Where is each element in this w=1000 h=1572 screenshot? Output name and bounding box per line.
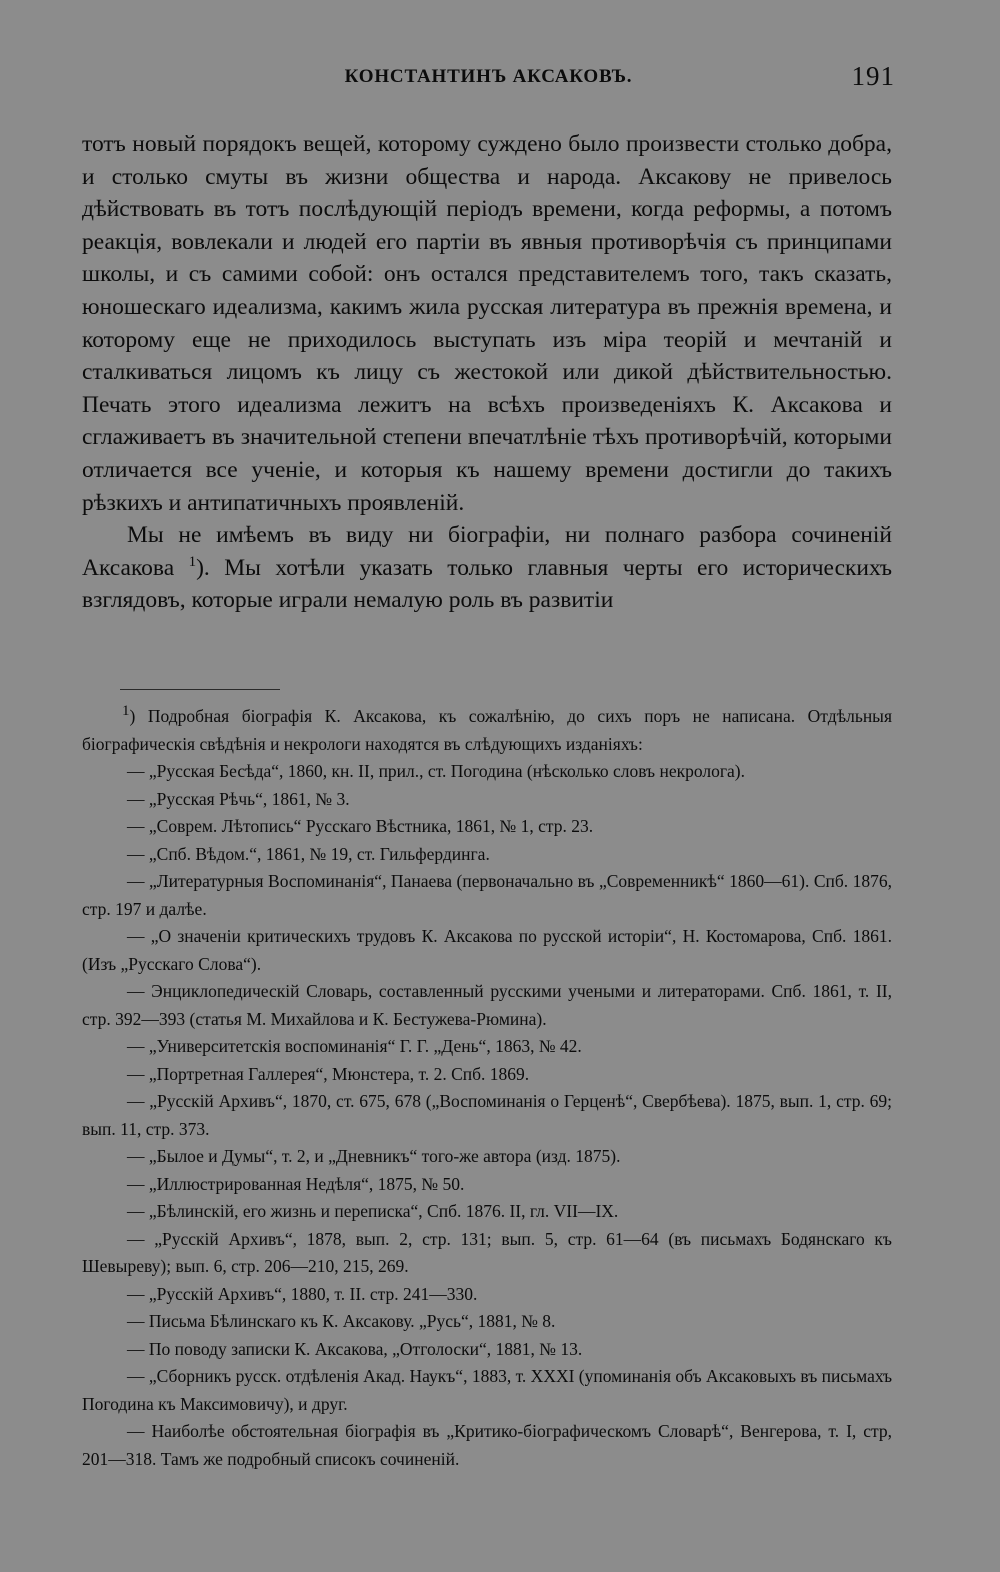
footnote-entry: — „Литературныя Воспоминанія“, Панаева (первоначально въ „Современникѣ“ 1860—61). Спб. 1876, стр. 197 и далѣе. (82, 871, 892, 919)
paragraph-2-text-end: ). Мы хотѣли указать только главныя черты его историческихъ взглядовъ, которые играли немалую роль въ развитіи (82, 554, 892, 614)
footnote-entry: — „О значеніи критическихъ трудовъ К. Аксакова по русской исторіи“, Н. Костомарова, Спб. 1861. (Изъ „Русскаго Слова“). (82, 926, 892, 974)
footnote-separator (120, 689, 280, 690)
footnote-entry: — „Бѣлинскій, его жизнь и переписка“, Спб. 1876. II, гл. VII—IX. (127, 1201, 619, 1221)
footnote-entry: — „Русскій Архивъ“, 1870, ст. 675, 678 („Воспоминанія о Герценѣ“, Свербѣева). 1875, вып. 1, стр. 69; вып. 11, стр. 373. (82, 1091, 892, 1139)
running-title: КОНСТАНТИНЪ АКСАКОВЪ. (344, 66, 633, 87)
footnote-entry: — „Иллюстрированная Недѣля“, 1875, № 50. (127, 1173, 465, 1194)
footnote-entry: — „Соврем. Лѣтопись“ Русскаго Вѣстника, 1861, № 1, стр. 23. (127, 816, 594, 836)
paragraph-1: тотъ новый порядокъ вещей, которому суждено было произвести столько добра, и столько смуты въ жизни общества и народа. Аксакову не привелось дѣйствовать въ тотъ послѣдующій періодъ времени, когда реформы, а потомъ реакція, вовлекали и людей его партіи въ явныя противорѣчія съ принципами школы, и съ самими собой: онъ остался представителемъ того, такъ сказать, юношескаго идеализма, какимъ жила русская литература въ прежнія времена, и которому еще не приходилось выступать изъ міра теорій и мечтаній и сталкиваться лицомъ къ лицу съ жестокой или дикой дѣйствительностью. Печать этого идеализма лежитъ на всѣхъ произведеніяхъ К. Аксакова и сглаживаетъ въ значительной степени впечатлѣніе тѣхъ противорѣчій, которыми отличается все ученіе, и которыя къ нашему времени достигли до такихъ рѣзкихъ и антипатичныхъ проявленій. (82, 131, 892, 516)
paragraph-2-text-start: Мы не имѣемъ въ виду ни біографіи, ни полнаго разбора сочиненій Аксакова (82, 522, 892, 581)
footnote-entry: — „Спб. Вѣдом.“, 1861, № 19, ст. Гильфердинга. (127, 843, 490, 864)
footnote-entry: — „Русскій Архивъ“, 1880, т. II. стр. 241—330. (127, 1283, 478, 1304)
footnote-lead (82, 703, 892, 758)
footnote-lead-text: ) Подробная біографія К. Аксакова, къ сожалѣнію, до сихъ поръ не написана. Отдѣльныя біографическія свѣдѣнія и некрологи находятся въ слѣдующихъ изданіяхъ: (82, 706, 892, 754)
page-number: 191 (851, 61, 895, 91)
footnote-entry: — По поводу записки К. Аксакова, „Отголоски“, 1881, № 13. (127, 1338, 583, 1359)
paragraph-2 (82, 519, 892, 617)
footnote-entry: — „Русская Рѣчь“, 1861, № 3. (127, 788, 350, 809)
main-text (82, 128, 892, 617)
footnote-marker: 1 (122, 703, 130, 720)
footnote-entry: — Письма Бѣлинскаго къ К. Аксакову. „Русь“, 1881, № 8. (127, 1311, 556, 1331)
footnote-entry: — „Сборникъ русск. отдѣленія Акад. Наукъ“, 1883, т. XXXI (упоминанія объ Аксаковыхъ въ письмахъ Погодина къ Максимовичу), и друг. (82, 1366, 892, 1414)
footnote-entry: — Наиболѣе обстоятельная біографія въ „Критико-біографическомъ Словарѣ“, Венгерова, т. I, стр, 201—318. Тамъ же подробный списокъ сочиненій. (82, 1421, 892, 1469)
footnotes (82, 703, 892, 1473)
footnote-entry: — „Портретная Галлерея“, Мюнстера, т. 2. Спб. 1869. (127, 1063, 530, 1084)
footnote-entry: — „Русская Бесѣда“, 1860, кн. II, прил., ст. Погодина (нѣсколько словъ некролога). (127, 761, 745, 781)
footnote-entry: — „Университетскія воспоминанія“ Г. Г. „День“, 1863, № 42. (127, 1036, 582, 1056)
footnote-entry: — Энциклопедическій Словарь, составленный русскими учеными и литераторами. Спб. 1861, т. II, стр. 392—393 (статья М. Михайлова и К. Бестужева-Рюмина). (82, 981, 892, 1029)
footnote-entry: — „Русскій Архивъ“, 1878, вып. 2, стр. 131; вып. 5, стр. 61—64 (въ письмахъ Бодянскаго къ Шевыреву); вып. 6, стр. 206—210, 215, 269. (82, 1228, 892, 1276)
footnote-reference: 1 (188, 553, 197, 570)
footnote-entry: — „Былое и Думы“, т. 2, и „Дневникъ“ того-же автора (изд. 1875). (127, 1146, 621, 1166)
running-header (82, 61, 895, 94)
